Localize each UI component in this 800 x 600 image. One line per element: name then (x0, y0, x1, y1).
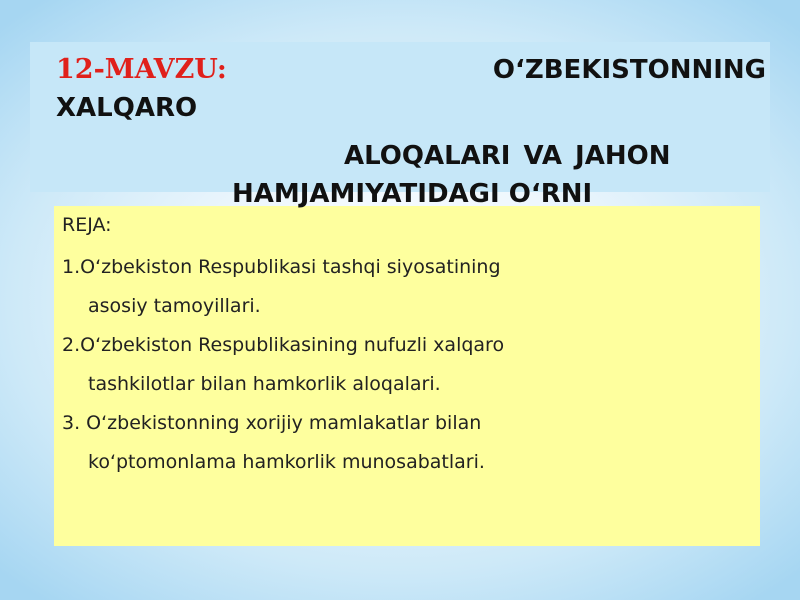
topic-label: 12-MAVZU: (56, 54, 227, 85)
title-line-1: O‘ZBEKISTONNING (492, 55, 766, 85)
title-line-4: HAMJAMIYATIDAGI O‘RNI (232, 179, 593, 209)
title-row (56, 52, 766, 92)
plan-heading: REJA: (62, 214, 112, 236)
title-line-2: XALQARO (56, 93, 198, 123)
plan-item-2: 2.O‘zbekiston Respublikasining nufuzli xalqaro (62, 334, 505, 356)
plan-item-1: 1.O‘zbekiston Respublikasi tashqi siyosatining (62, 256, 501, 278)
plan-item-3-continuation: ko‘ptomonlama hamkorlik munosabatlari. (88, 451, 485, 473)
plan-content (62, 210, 752, 482)
plan-item-3: 3. O‘zbekistonning xorijiy mamlakatlar bilan (62, 412, 482, 434)
plan-item-1-continuation: asosiy tamoyillari. (88, 295, 261, 317)
plan-item-2-continuation: tashkilotlar bilan hamkorlik aloqalari. (88, 373, 441, 395)
title-line-3: ALOQALARI VA JAHON (344, 141, 671, 171)
